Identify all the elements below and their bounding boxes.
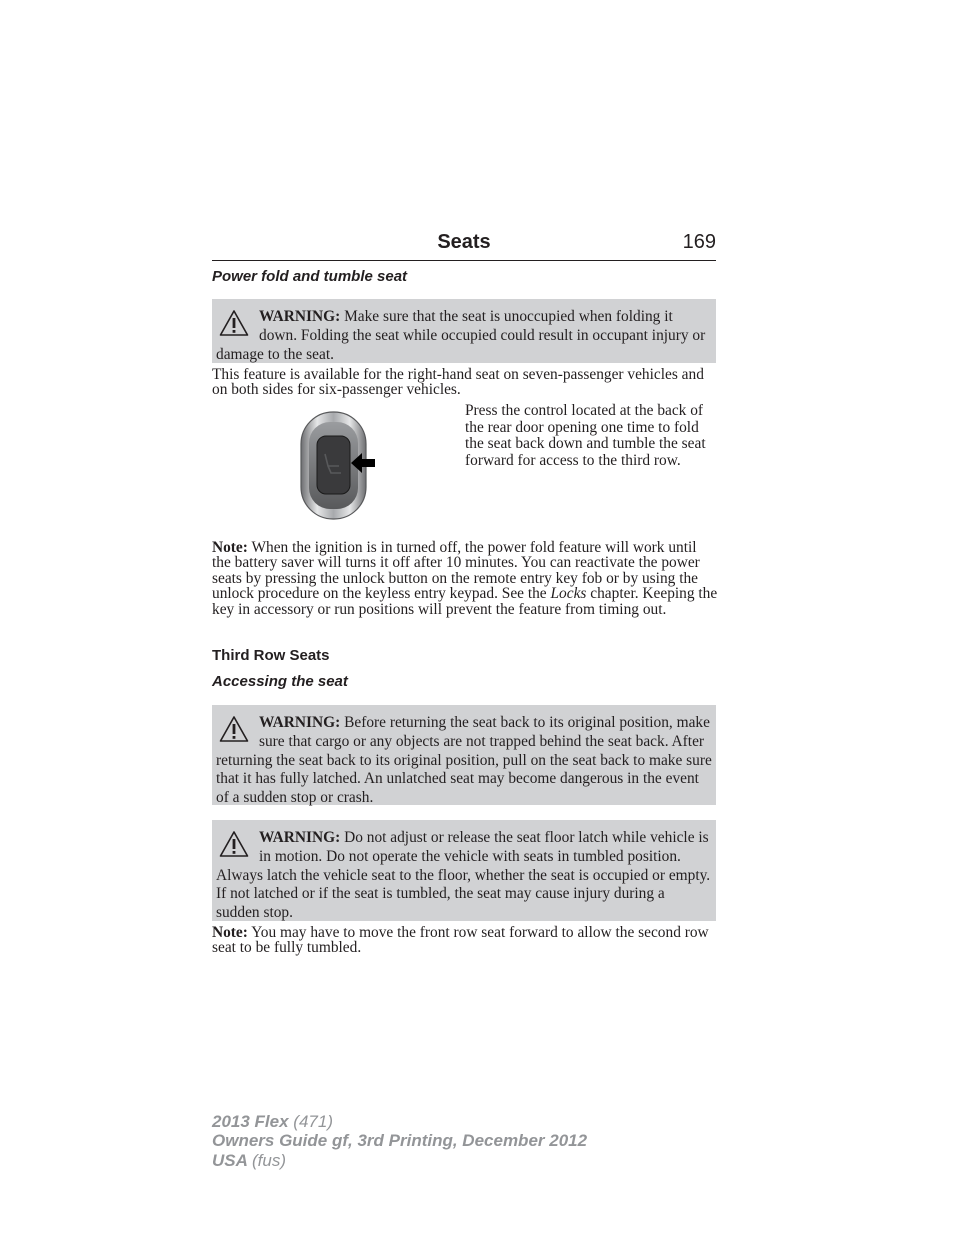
heading-power-fold: Power fold and tumble seat xyxy=(212,268,408,285)
warning-label: WARNING: xyxy=(259,308,341,325)
intro-paragraph: This feature is available for the right-hand seat on seven-passenger vehicles and on both sides for six-passenger vehicles. xyxy=(212,366,704,399)
footer-market: USA xyxy=(212,1150,248,1170)
page-number: 169 xyxy=(682,231,716,253)
heading-third-row-seats: Third Row Seats xyxy=(212,647,330,664)
warning-text: Make sure that the seat is unoccupied when folding it down. Folding the seat while occupied could result in occupant injury or damage to the seat. xyxy=(216,308,706,363)
warning-text: Do not adjust or release the seat floor latch while vehicle is in motion. Do not operate the vehicle with seats in tumbled position. Always latch the vehicle seat to the floor, whether the seat is occupied or empty. If not latched or if the seat is tumbled, the seat may cause injury during a sudden stop. xyxy=(216,829,711,922)
footer-model: 2013 Flex xyxy=(212,1112,289,1131)
page-header xyxy=(212,230,716,261)
control-description: Press the control located at the back of the rear door opening one time to fold the seat back down and tumble the seat forward for access to the third row. xyxy=(465,402,706,469)
power-fold-seat-switch-icon xyxy=(298,410,378,522)
footer-model-line xyxy=(212,1112,587,1131)
warning-triangle-icon xyxy=(219,309,249,337)
locks-chapter-reference: Locks xyxy=(550,585,587,603)
warning-box-power-fold xyxy=(212,299,716,363)
note-power-fold xyxy=(212,540,718,617)
footer-model-code: (471) xyxy=(293,1112,333,1131)
note-text-part-1: When the ignition is in turned off, the power fold feature will work until the battery saver will turns it off after 10 minutes. You can reactivate the power seats by pressing the unlock button on the remote entry key fob or by using the unlock procedure on the keyless entry keypad. See the xyxy=(212,539,700,603)
note-label: Note: xyxy=(212,924,248,941)
footer-market-code: (fus) xyxy=(252,1150,286,1170)
footer-guide: Owners Guide gf, 3rd Printing, December 2012 xyxy=(212,1131,588,1151)
warning-label: WARNING: xyxy=(259,714,341,731)
page-footer xyxy=(212,1112,587,1170)
note-text: You may have to move the front row seat forward to allow the second row seat to be fully tumbled. xyxy=(212,924,709,957)
warning-label: WARNING: xyxy=(259,829,341,846)
note-third-row xyxy=(212,925,718,956)
warning-triangle-icon xyxy=(219,830,249,858)
warning-box-returning-seat xyxy=(212,705,716,805)
footer-market-line xyxy=(212,1151,587,1170)
note-label: Note: xyxy=(212,539,248,556)
warning-text: Before returning the seat back to its original position, make sure that cargo or any objects are not trapped behind the seat back. After returning the seat back to its original position, pull on the seat back to make sure that it has fully latched. An unlatched seat may become dangerous in the event of a sudden stop or crash. xyxy=(216,714,712,807)
warning-box-seat-floor-latch xyxy=(212,820,716,921)
heading-accessing-the-seat: Accessing the seat xyxy=(212,673,348,690)
section-title: Seats xyxy=(437,231,491,253)
warning-triangle-icon xyxy=(219,715,249,743)
note-text-part-2: chapter. Keeping the key in accessory or run positions will prevent the feature from timing out. xyxy=(212,585,718,618)
